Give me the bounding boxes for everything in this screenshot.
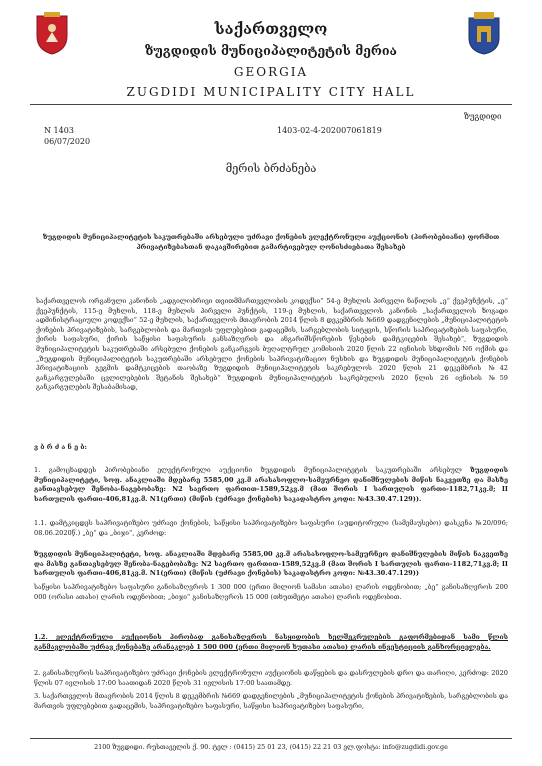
paragraph-1 (34, 466, 508, 504)
paragraph-1-text: გამოცხადდეს პირობებიანი ელექტრონული აუქციონი ზუგდიდის მუნიციპალიტეტის საკუთრებაში არსებულ (48, 466, 462, 474)
paragraph-1-2-number: 1.2. (34, 633, 48, 641)
header-city: ზუგდიდი (464, 112, 502, 121)
doc-reg-code: 1403-02-4-202007061819 (277, 126, 382, 135)
paragraph-3-number: 3. (34, 692, 41, 700)
header-divider (30, 104, 512, 105)
paragraph-1-1-number: 1.1. (34, 519, 47, 527)
doc-preamble: საქართველოს ორგანული კანონის „ადგილობრივი თვითმმართველობის კოდექსი“ 54-ე მუხლის პირველი ნაწილის „ე“ ქვეპუნქტის, „ე“ ქვეპუნქტის, 115-ე მუხლის, 118-ე მუხლის პირველი პუნქტის, 119-ე მუხლის, საქართველოს კანონის „საქართველოს ზოგადი ადმინისტრაციული კოდექსი“ 52-ე მუხლის, საქართველოს მთავრობის 2014 წლის 8 დეკემბრის №669 დადგენილების „მუნიციპალიტეტის ქონების პრივატიზების, სარგებლობის და მართვის უფლებებით გადაცემის, სარგებლობის სიტყვის, სწორის საპრივატიზების საფასური, ქირის საფასური, ქირის საწყისი საფასურის განსაზღვრის და ანგარიშსწორების წესების დამტკიცების შესახებ“, ზუგდიდის მუნიციპალიტეტის საკუთრებაში არსებული ქონების განკარგვის ბუღალტრულ კომისიის 2020 წლის 22 ივნისის სხდომის N6 ოქმის და „ზუგდიდის მუნიციპალიტეტის საკუთრებაში არსებული ქონების საპრივატიზაციო ნუსხის და ზუგდიდის მუნიციპალიტეტის ქონების პრივატიზაციის გეგმის დამტკიცების თაობაზე ზუგდიდის მუნიციპალიტეტის საკრებულოს 2020 წლის 21 დეკემბრის №42 განკარგულებაში ცვლილებების შეტანის შესახებ“ ზუგდიდის მუნიციპალიტეტის საკრებულოს 2020 წლის 26 ივნისის №59 განკარგულების შესაბამისად, (36, 297, 508, 392)
paragraph-2-text: განისაზღვროს საპრივატიზებო უძრავი ქონების ელექტრონული აუქციონის დაწყების და დასრულების დრო და თარიღი, კერძოდ: 2020 წლის 07 ივლისის 17:00 საათიდან 2020 წლის 31 ივლისის 17:00 საათამდე. (34, 669, 508, 687)
paragraph-1-1-price: საწყისი საპრივატიზებო საფასური განისაზღვროს 1 300 000 (ერთი მილიონ სამასი ათასი) ლარის ოდენობით; „ბე“ განისაზღვროს 200 000 (ორასი ათასი) ლარის ოდენობით; „ბიჯი“ განისაზღვროს 15 000 (თხუთმეტი ათასი) ლარის ოდენობით. (34, 583, 508, 601)
paragraph-3 (34, 692, 508, 711)
paragraph-2 (34, 669, 508, 688)
paragraph-1-1-text: დამტკიცდეს საპრივატიზებო უძრავი ქონების, საწყისი საპრივატიზებო საფასური (აუდიტორული (სამემაუსებო) დასკვნა №20/096; 08.06.2020წ.) „ბე“ და „ბიჯი“, კერძოდ: (34, 519, 508, 537)
footer-address: 2100 ზუგდიდი. რუსთაველის ქ. 90. ტელ : (0415) 25 01 23, (0415) 22 21 03 ელ.ფოსტა: info@zugdidi.gov.ge (94, 743, 448, 751)
paragraph-1-number: 1. (34, 466, 41, 474)
paragraph-3-text: საქართველოს მთავრობის 2014 წლის 8 დეკემბრის №669 დადგენილების „მუნიციპალიტეტის ქონების პრივატიზების, სარგებლობის და მართვის უფლებებით გადაცემის, საპრივატიზებო საფასური, საწყისი საპრივატიზებო საფასური, (34, 692, 509, 710)
paragraph-1-bold: ზუგდიდის მუნიციპალიტეტი, სოფ. ანაკლიაში მდებარე 5585,00 კვ.მ არასასოფლო-სამეურნეო დანიშნულების მიწის ნაკვეთზე და მასზე განთავსებულ შენობა-ნაგებობაზე: N2 საერთო ფართით-1589,52კვ.მ (მათ შორის I სართულის ფართი-1182,71კვ.მ; II სართულის ფართი-406,81კვ.მ. N1(ერთი) (მიწის (უძრავი ქონების) საკადასტრო კოდი: №43.30.47.129)). (34, 466, 508, 503)
order-label: ვ ბ რ ძ ა ნ ე ბ: (34, 443, 87, 451)
header-subtitle-geo: ზუგდიდის მუნიციპალიტეტის მერია (145, 43, 397, 58)
doc-heading: ზუგდიდის მუნიციპალიტეტის საკუთრებაში არსებული უძრავი ქონების ელექტრონული აუქციონის (პირობებიანი) ფორმით პრივატიზებასთან დაკავშირებით გამარტივებულ ღონისძიებათა შესახებ (42, 233, 500, 251)
paragraph-1-2 (34, 633, 508, 652)
paragraph-1-1-bold: ზუგდიდის მუნიციპალიტეტი, სოფ. ანაკლიაში მდებარე 5585,00 კვ.მ არასასოფლო-სამეურნეო დანიშნულების მიწის ნაკვეთზე და მასზე განთავსებულ შენობა-ნაგებობაზე: N2 საერთო ფართით-1589,52კვ.მ (მათ შორის I სართულის ფართი-1182,71კვ.მ; II სართულის ფართი-406,81კვ.მ. N1(ერთი) (მიწის (უძრავი ქონების) საკადასტრო კოდი: №43.30.47.129)) (34, 550, 508, 578)
paragraph-2-number: 2. (34, 669, 41, 677)
doc-number: N 1403 (44, 126, 74, 135)
doc-type-title: მერის ბრძანება (225, 162, 317, 175)
paragraph-1-1 (34, 519, 508, 538)
doc-date: 06/07/2020 (44, 137, 91, 146)
header-subtitle-en: ZUGDIDI MUNICIPALITY CITY HALL (126, 85, 416, 99)
footer-divider (30, 738, 512, 739)
paragraph-1-2-text: ელექტრონული აუქციონის პირობად განისაზღვროს ნასყიდობის ხელშეკრულების გაფორმებიდან სამი წლის განმავლობაში უძრავ ქონებაზე არანაკლებ 1 500 000 (ერთი მილიონ ხუთასი ათასი) ლარის ინვესტიციის განხორციელება. (34, 633, 509, 651)
header-title-geo: საქართველო (214, 20, 328, 38)
header-title-en: GEORGIA (233, 65, 309, 79)
